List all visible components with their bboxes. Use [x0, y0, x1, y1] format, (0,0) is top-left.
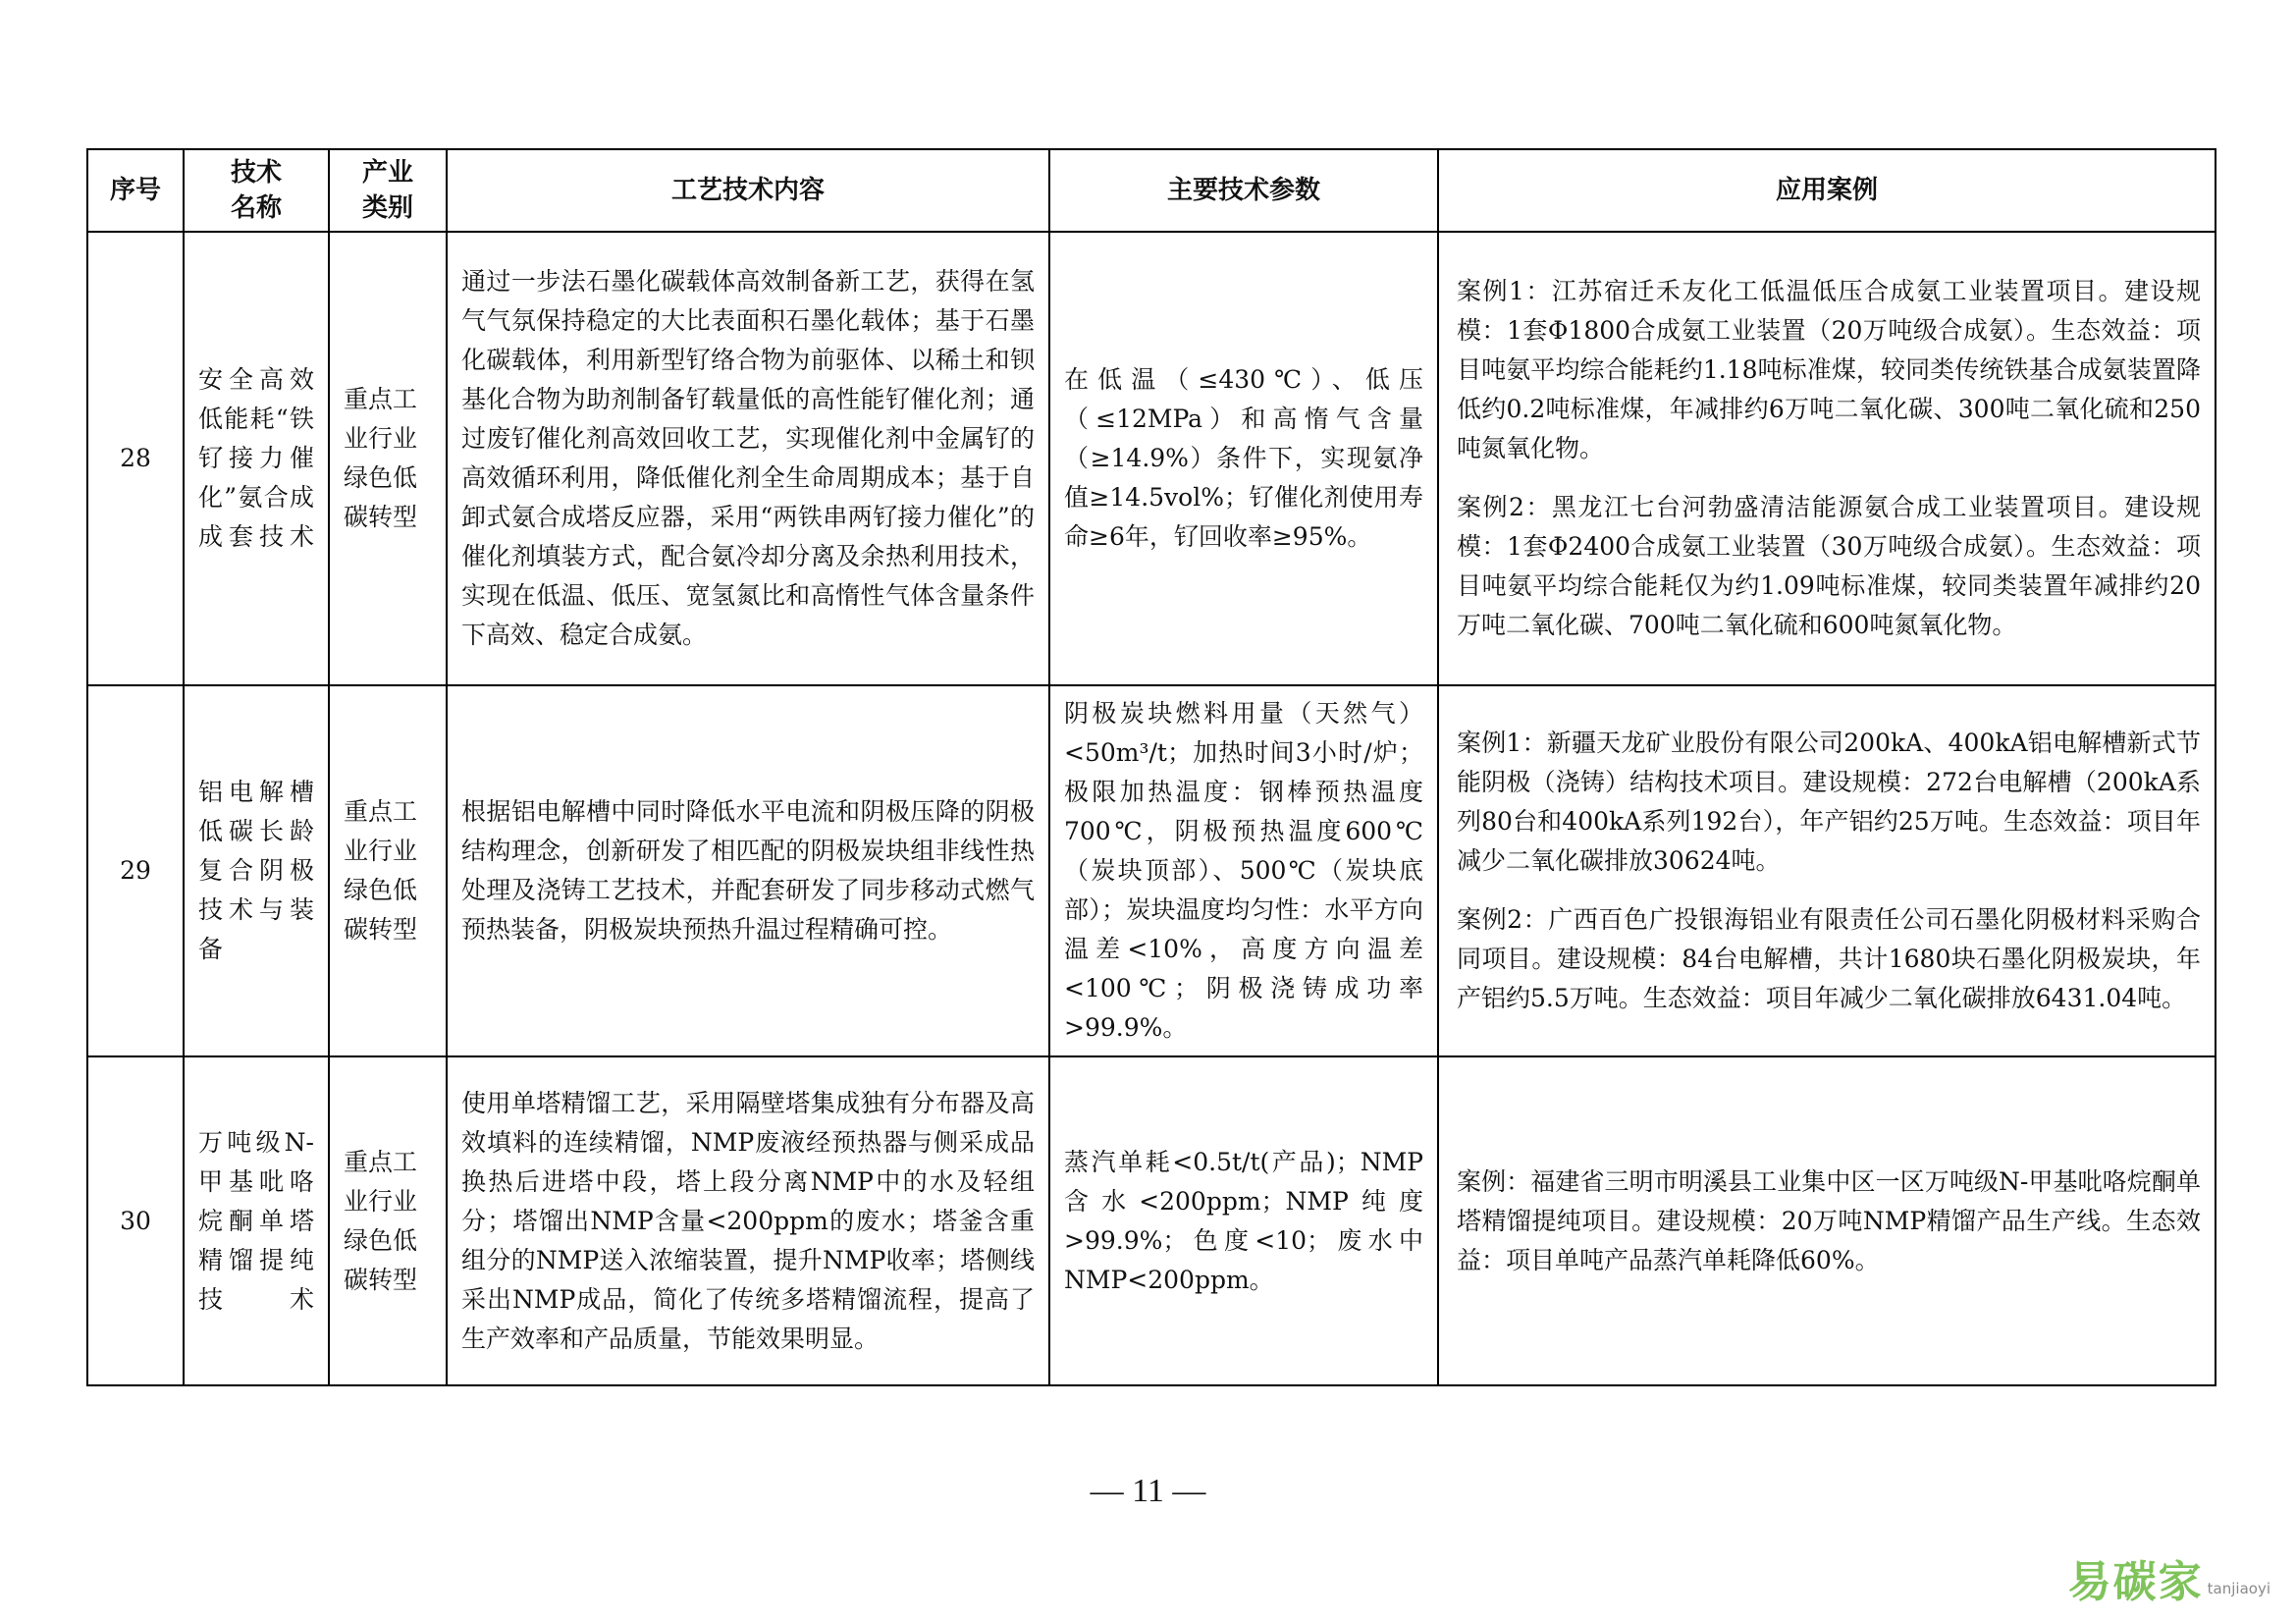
process-content: 根据铝电解槽中同时降低水平电流和阴极压降的阴极结构理念，创新研发了相匹配的阴极炭块组非线性热处理及浇铸工艺技术，并配套研发了同步移动式燃气预热装备，阴极炭块预热升温过程精确可控。	[447, 685, 1049, 1056]
header-process: 工艺技术内容	[447, 149, 1049, 232]
table-row	[87, 1056, 2216, 1385]
table-row	[87, 685, 2216, 1056]
table-row	[87, 232, 2216, 685]
tech-params: 蒸汽单耗<0.5t/t(产品)；NMP含水<200ppm；NMP纯度>99.9%；色度<10；废水中NMP<200ppm。	[1049, 1056, 1438, 1385]
application-cases	[1438, 1056, 2216, 1385]
watermark-cn: 易碳家	[2067, 1557, 2204, 1607]
technology-table	[86, 148, 2216, 1386]
industry-category: 重点工业行业绿色低碳转型	[329, 232, 447, 685]
page-number: — 11 —	[1090, 1473, 1206, 1509]
tech-name: 铝电解槽低碳长龄复合阴极技术与装备	[184, 685, 329, 1056]
row-number: 29	[87, 685, 184, 1056]
tech-name: 安全高效低能耗“铁钌接力催化”氨合成成套技术	[184, 232, 329, 685]
industry-category: 重点工业行业绿色低碳转型	[329, 1056, 447, 1385]
header-industry	[329, 149, 447, 232]
process-content: 使用单塔精馏工艺，采用隔壁塔集成独有分布器及高效填料的连续精馏，NMP废液经预热器与侧采成品换热后进塔中段，塔上段分离NMP中的水及轻组分；塔馏出NMP含量<200ppm的废水；塔釜含重组分的NMP送入浓缩装置，提升NMP收率；塔侧线采出NMP成品，简化了传统多塔精馏流程，提高了生产效率和产品质量，节能效果明显。	[447, 1056, 1049, 1385]
watermark-en: tanjiaoyi	[2207, 1580, 2270, 1597]
header-tech-name-line2: 名称	[230, 193, 282, 223]
header-cases: 应用案例	[1438, 149, 2216, 232]
tech-name: 万吨级N-甲基吡咯烷酮单塔精馏提纯技术	[184, 1056, 329, 1385]
row-number: 28	[87, 232, 184, 685]
case-item: 案例1：江苏宿迁禾友化工低温低压合成氨工业装置项目。建设规模：1套Φ1800合成氨工业装置（20万吨级合成氨）。生态效益：项目吨氨平均综合能耗约1.18吨标准煤，较同类传统铁基合成氨装置降低约0.2吨标准煤，年减排约6万吨二氧化碳、300吨二氧化硫和250吨氮氧化物。	[1457, 277, 2201, 462]
industry-category: 重点工业行业绿色低碳转型	[329, 685, 447, 1056]
application-cases	[1438, 685, 2216, 1056]
case-item: 案例1：新疆天龙矿业股份有限公司200kA、400kA铝电解槽新式节能阴极（浇铸）结构技术项目。建设规模：272台电解槽（200kA系列80台和400kA系列192台），年产铝约25万吨。生态效益：项目年减少二氧化碳排放30624吨。	[1457, 729, 2201, 875]
header-industry-line1: 产业	[361, 158, 413, 188]
process-content: 通过一步法石墨化碳载体高效制备新工艺，获得在氢气气氛保持稳定的大比表面积石墨化载体；基于石墨化碳载体，利用新型钌络合物为前驱体、以稀土和钡基化合物为助剂制备钌载量低的高性能钌催化剂；通过废钌催化剂高效回收工艺，实现催化剂中金属钌的高效循环利用，降低催化剂全生命周期成本；基于自卸式氨合成塔反应器，采用“两铁串两钌接力催化”的催化剂填装方式，配合氨冷却分离及余热利用技术，实现在低温、低压、宽氢氮比和高惰性气体含量条件下高效、稳定合成氨。	[447, 232, 1049, 685]
header-params: 主要技术参数	[1049, 149, 1438, 232]
application-cases	[1438, 232, 2216, 685]
table-header-row	[87, 149, 2216, 232]
tech-params: 在低温（≤430℃）、低压（≤12MPa）和高惰气含量（≥14.9%）条件下，实现氨净值≥14.5vol%；钌催化剂使用寿命≥6年，钌回收率≥95%。	[1049, 232, 1438, 685]
row-number: 30	[87, 1056, 184, 1385]
header-tech-name	[184, 149, 329, 232]
header-industry-line2: 类别	[361, 193, 413, 223]
case-item: 案例：福建省三明市明溪县工业集中区一区万吨级N-甲基吡咯烷酮单塔精馏提纯项目。建设规模：20万吨NMP精馏产品生产线。生态效益：项目单吨产品蒸汽单耗降低60%。	[1457, 1166, 2201, 1274]
tech-params: 阴极炭块燃料用量（天然气）<50m³/t；加热时间3小时/炉；极限加热温度：钢棒预热温度700℃，阴极预热温度600℃（炭块顶部）、500℃（炭块底部）；炭块温度均匀性：水平方向温差<10%，高度方向温差<100℃；阴极浇铸成功率>99.9%。	[1049, 685, 1438, 1056]
header-no: 序号	[87, 149, 184, 232]
watermark-logo	[2068, 1546, 2270, 1609]
header-tech-name-line1: 技术	[230, 158, 282, 188]
case-item: 案例2：黑龙江七台河勃盛清洁能源氨合成工业装置项目。建设规模：1套Φ2400合成氨工业装置（30万吨级合成氨）。生态效益：项目吨氨平均综合能耗仅为约1.09吨标准煤，较同类装置年减排约20万吨二氧化碳、700吨二氧化硫和600吨氮氧化物。	[1457, 493, 2201, 639]
case-item: 案例2：广西百色广投银海铝业有限责任公司石墨化阴极材料采购合同项目。建设规模：84台电解槽，共计1680块石墨化阴极炭块，年产铝约5.5万吨。生态效益：项目年减少二氧化碳排放6431.04吨。	[1457, 905, 2201, 1012]
